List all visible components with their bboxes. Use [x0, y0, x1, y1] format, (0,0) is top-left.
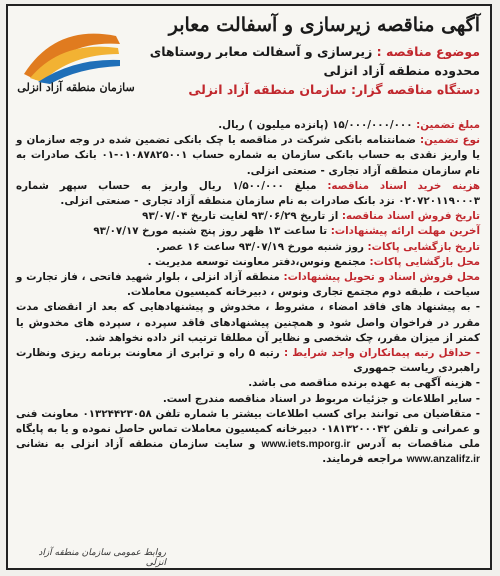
signature: روابط عمومی سازمان منطقه آزاد انزلی [38, 548, 166, 568]
tender-notice [6, 4, 492, 570]
item-contact: - متقاضیان می توانند برای کسب اطلاعات بیشتر با شماره تلفن ۰۱۳۲۴۴۲۳۰۵۸ معاونت فنی و عمرانی و تلفن ۰۱۸۱۳۲۰۰۰۴۲ دبیرخانه کمیسیون معاملات تماس حاصل نموده و یا به پایگاه ملی مناقصات به آدرس www.iets.mporg.ir و سایت سازمان منطقه آزاد انزلی به نشانی www.anzalifz.ir مراجعه فرمایند. [16, 407, 480, 466]
item-ad-cost: - هزینه آگهی به عهده برنده مناقصه می باشد. [248, 377, 480, 390]
notice-subject [130, 42, 480, 99]
subject-label: موضوع مناقصه : [376, 44, 480, 59]
notice-title: آگهی مناقصه زیرسازی و آسفالت معابر [168, 14, 480, 36]
item-invalid-bids: - به پیشنهاد های فاقد امضاء ، مشروط ، مخدوش و پیشنهادهایی که بعد از انقضای مدت مقرر در فراخوان واصل شود و همچنین پیشنهادهای فاقد سپرده ، سپرده های مخدوش یا کمتر از میزان مقرر، چک شخصی و نظایر آن مطلقا ترتیب اثر داده نخواهد شد. [16, 301, 480, 344]
item-guarantee-amount: مبلغ تضمین: ۱۵/۰۰۰/۰۰۰/۰۰۰ (پانزده میلیون ) ریال. [218, 119, 480, 131]
org-label: دستگاه مناقصه گزار: [351, 82, 480, 97]
item-other-info: - سایر اطلاعات و جزئیات مربوط در اسناد مناقصه مندرج است. [162, 392, 480, 405]
item-deadline: آخرین مهلت ارائه پیشنهادات: تا ساعت ۱۳ ظهر روز پنج شنبه مورخ ۹۳/۰۷/۱۷ [93, 225, 480, 238]
org-text: سازمان منطقه آزاد انزلی [188, 82, 347, 97]
item-opening-date: تاریخ بازگشایی پاکات: روز شنبه مورخ ۹۳/۰۷/۱۹ ساعت ۱۶ عصر. [155, 240, 480, 253]
item-opening-place: محل بازگشایی پاکات: مجتمع ونوس،دفتر معاونت توسعه مدیریت . [147, 255, 480, 268]
notice-header [8, 6, 490, 111]
item-document-fee: هزینه خرید اسناد مناقصه: مبلغ ۱/۵۰۰/۰۰۰ ریال واریز به حساب سپهر شماره ۰۲۰۷۲۰۱۱۹۰۰۰۳ نزد بانک صادرات به نام سازمان منطقه آزاد تجاری - صنعتی انزلی. [16, 179, 480, 208]
item-sale-place: محل فروش اسناد و تحویل پیشنهادات: منطقه آزاد انزلی ، بلوار شهید فاتحی ، فاز تجارت و سیاحت ، طبقه دوم مجتمع تجاری ونوس ، دبیرخانه کمیسیون معاملات. [16, 271, 480, 299]
item-sale-dates: تاریخ فروش اسناد مناقصه: از تاریخ ۹۳/۰۶/۲۹ لغایت تاریخ ۹۳/۰۷/۰۴ [142, 210, 480, 223]
item-min-rank: - حداقل رتبه پیمانکاران واجد شرایط : رتبه ۵ راه و ترابری از معاونت برنامه ریزی ونظارت راهبردی ریاست جمهوری [16, 347, 480, 375]
subject-text: زیرسازی و آسفالت معابر روستاهای محدوده منطقه آزاد انزلی [149, 44, 480, 78]
link-anzali[interactable]: www.anzalifz.ir [406, 454, 480, 466]
logo-emblem-icon [16, 14, 126, 86]
logo-org-name: سازمان منطقه آزاد انزلی [17, 81, 135, 94]
notice-body [16, 118, 480, 468]
link-mporg[interactable]: www.iets.mporg.ir [261, 439, 351, 451]
item-guarantee-type: نوع تضمین: ضمانتنامه بانکی شرکت در مناقصه یا چک بانکی تضمین شده در وجه سازمان و یا واریز نقدی به حساب بانکی سازمان به شماره حساب ۰۱۰۸۷۸۲۵۰۰۱-۰۱ بانک صادرات به نام سازمان منطقه آزاد تجاری - صنعتی انزلی. [16, 134, 480, 177]
